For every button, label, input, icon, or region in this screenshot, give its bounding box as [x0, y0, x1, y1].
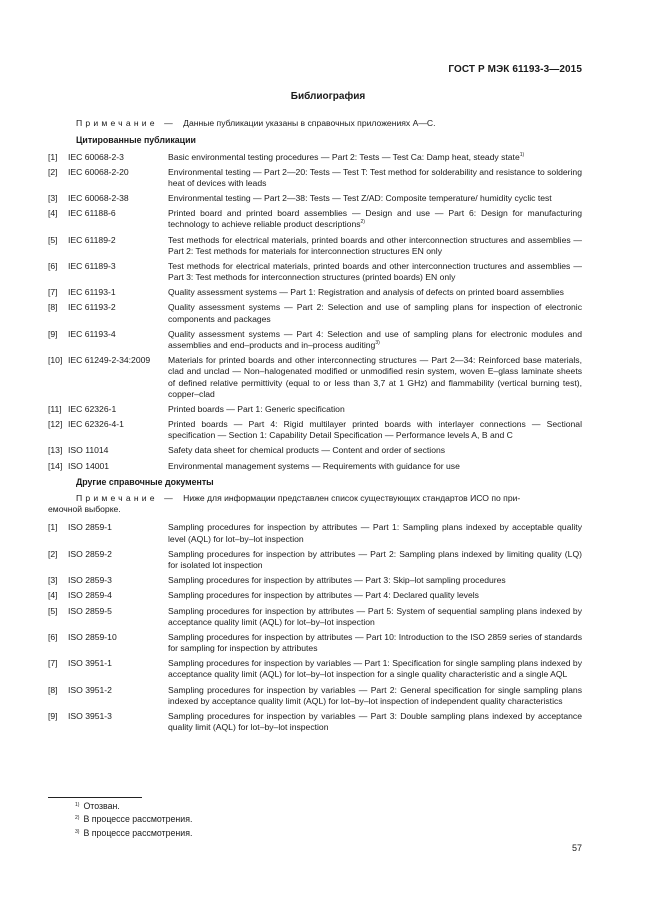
reference-title: [168, 287, 582, 298]
reference-title: [168, 606, 582, 628]
footnotes: [75, 801, 192, 841]
reference-code: IEC 61193-1: [68, 287, 116, 298]
reference-code: IEC 61193-4: [68, 328, 116, 339]
reference-code: ISO 3951-2: [68, 684, 112, 695]
reference-title-text: Materials for printed boards and other interconnecting structures — Part 2—34: Reinforced base materials, clad and unclad — Non–halogenated modified or unmodified resin system, woven E–glass laminate sheets of defined relative permittivity (equal to or less than 3,7 at 1 GHz) and flammability (vertical burning test), copper–clad: [168, 355, 582, 399]
reference-title-text: Sampling procedures for inspection by attributes — Part 3: Skip–lot sampling procedures: [168, 575, 506, 586]
reference-title-text: Printed boards — Part 4: Rigid multilayer printed boards with interlayer connections — Sectional specification — Section 1: Capability Detail Specification — Performance levels A, B and C: [168, 419, 582, 441]
reference-title: [168, 404, 582, 415]
reference-number: [1]: [48, 522, 58, 533]
reference-entry: [48, 355, 582, 400]
reference-entry: [48, 167, 582, 189]
reference-title: [168, 152, 582, 163]
reference-title-text: Sampling procedures for inspection by attributes — Part 10: Introduction to the ISO 2859 series of standards for sampling for inspection by attributes: [168, 631, 582, 654]
reference-entry: [48, 632, 582, 654]
reference-code: IEC 61189-2: [68, 234, 116, 245]
note-text: Ниже для информации представлен список существующих стандартов ИСО по при-: [183, 493, 521, 504]
reference-code: ISO 2859-10: [68, 631, 117, 642]
reference-number: [6]: [48, 260, 58, 271]
reference-title-text: Quality assessment systems — Part 1: Registration and analysis of defects on printed board assemblies: [168, 287, 564, 298]
reference-title: [168, 590, 582, 601]
footnote-mark: 1): [75, 802, 80, 808]
reference-number: [7]: [48, 658, 58, 669]
reference-number: [6]: [48, 631, 58, 642]
reference-title-text: Sampling procedures for inspection by variables — Part 1: Specification for single sampling plans indexed by acceptance quality limit (AQL) for lot–by–lot inspection for a single quality characteristic and a single AQL: [168, 658, 582, 680]
page-title: Библиография: [290, 91, 366, 102]
reference-entry: [48, 208, 582, 230]
footnote-marker: 1): [519, 151, 525, 158]
note-dash: —: [164, 118, 173, 128]
reference-title: [168, 522, 582, 544]
reference-code: ISO 2859-3: [68, 575, 112, 586]
reference-number: [2]: [48, 166, 58, 177]
reference-number: [8]: [48, 684, 58, 695]
other-references-list: [48, 522, 582, 733]
section-heading-cited: Цитированные публикации: [76, 135, 196, 146]
reference-title: [168, 575, 582, 586]
reference-code: IEC 61189-3: [68, 260, 116, 271]
footnote-text: В процессе рассмотрения.: [83, 814, 193, 825]
reference-code: IEC 60068-2-20: [68, 166, 129, 177]
reference-code: ISO 2859-5: [68, 605, 112, 616]
footnote-mark: 2): [75, 815, 80, 822]
reference-code: ISO 11014: [68, 445, 109, 456]
reference-title: [168, 193, 582, 204]
reference-title-text: Test methods for electrical materials, printed boards and other interconnection tructures and assemblies — Part 3: Test methods for interconnection structures (printed boards) EN only: [168, 260, 582, 283]
reference-title-text: Printed boards — Part 1: Generic specification: [168, 403, 345, 414]
note-dash: —: [164, 493, 173, 504]
reference-number: [13]: [48, 445, 63, 456]
reference-title-text: Sampling procedures for inspection by variables — Part 3: Double sampling plans indexed by acceptance quality limit (AQL) for lot–by–lot inspection: [168, 710, 582, 733]
reference-title: [168, 302, 582, 324]
reference-entry: [48, 235, 582, 257]
reference-code: IEC 60068-2-3: [68, 151, 124, 162]
reference-entry: [48, 152, 582, 163]
note-continuation: емочной выборке.: [48, 504, 121, 515]
reference-title: [168, 549, 582, 571]
note-label: Примечание: [76, 493, 158, 504]
note-label: Примечание: [76, 118, 158, 128]
reference-entry: [48, 522, 582, 544]
reference-title: [168, 167, 582, 189]
reference-number: [12]: [48, 419, 63, 430]
reference-number: [5]: [48, 605, 58, 616]
reference-title: [168, 208, 582, 230]
reference-number: [9]: [48, 328, 58, 339]
reference-title: [168, 235, 582, 257]
reference-number: [4]: [48, 208, 58, 219]
reference-number: [10]: [48, 355, 63, 366]
reference-title-text: Environmental testing — Part 2—20: Tests — Test T: Test method for solderability and resistance to soldering heat of devices with leads: [168, 166, 582, 188]
reference-entry: [48, 193, 582, 204]
footnote-divider: [48, 797, 142, 798]
reference-title: [168, 445, 582, 456]
reference-entry: [48, 685, 582, 707]
footnote-text: Отозван.: [83, 801, 120, 811]
note-cited: [48, 118, 582, 129]
cited-references-list: [48, 152, 582, 472]
reference-number: [4]: [48, 590, 58, 601]
reference-title-text: Quality assessment systems — Part 4: Selection and use of sampling plans for electronic modules and assemblies and end–products and in–process auditing: [168, 328, 582, 350]
reference-entry: [48, 329, 582, 351]
reference-title-text: Sampling procedures for inspection by attributes — Part 4: Declared quality levels: [168, 590, 479, 601]
reference-title-text: Quality assessment systems — Part 2: Selection and use of sampling plans for inspection of electronic components and packages: [168, 302, 582, 324]
reference-code: IEC 62326-1: [68, 403, 117, 414]
reference-title-text: Safety data sheet for chemical products — Content and order of sections: [168, 445, 446, 456]
reference-entry: [48, 658, 582, 680]
reference-number: [11]: [48, 403, 62, 414]
reference-entry: [48, 606, 582, 628]
reference-title: [168, 685, 582, 707]
page-number: 57: [571, 843, 582, 853]
reference-code: IEC 61193-2: [68, 302, 116, 313]
reference-code: ISO 3951-3: [68, 710, 112, 721]
reference-entry: [48, 419, 582, 441]
reference-title-text: Environmental management systems — Requirements with guidance for use: [168, 460, 460, 471]
reference-title-text: Environmental testing — Part 2—38: Tests — Test Z/AD: Composite temperature/ humidity cyclic test: [168, 193, 552, 204]
reference-entry: [48, 461, 582, 472]
footnote: [75, 828, 192, 839]
footnote-text: В процессе рассмотрения.: [83, 827, 193, 838]
reference-title: [168, 711, 582, 733]
reference-entry: [48, 287, 582, 298]
reference-number: [3]: [48, 193, 58, 204]
reference-title-text: Test methods for electrical materials, printed boards and other interconnection structures and assemblies — Part 2: Test methods for materials for interconnection structures EN only: [168, 234, 582, 256]
reference-entry: [48, 404, 582, 415]
reference-title-text: Sampling procedures for inspection by variables — Part 2: General specification for single sampling plans indexed by acceptance quality limit (AQL) for lot–by–lot inspection of independent quality characteristics: [168, 684, 582, 706]
reference-title: [168, 632, 582, 654]
footnote-marker: 3): [375, 340, 380, 346]
reference-number: [1]: [48, 151, 58, 162]
reference-code: ISO 3951-1: [68, 658, 112, 669]
reference-code: IEC 62326-4-1: [68, 419, 124, 430]
reference-number: [9]: [48, 710, 58, 721]
reference-title: [168, 329, 582, 351]
reference-title-text: Sampling procedures for inspection by attributes — Part 5: System of sequential sampling plans indexed by acceptance quality limit (AQL) for lot–by–lot inspection: [168, 605, 582, 627]
reference-entry: [48, 590, 582, 601]
reference-number: [7]: [48, 287, 58, 298]
reference-number: [8]: [48, 302, 58, 313]
reference-entry: [48, 711, 582, 733]
footnote: [75, 814, 192, 825]
bibliography-body: [48, 118, 582, 737]
reference-number: [2]: [48, 548, 58, 559]
reference-entry: [48, 549, 582, 571]
reference-code: ISO 2859-4: [68, 590, 112, 601]
reference-entry: [48, 445, 582, 456]
reference-title: [168, 261, 582, 283]
reference-title-text: Basic environmental testing procedures — Part 2: Tests — Test Ca: Damp heat, steady state: [168, 151, 520, 162]
reference-entry: [48, 575, 582, 586]
reference-code: ISO 2859-1: [68, 522, 112, 533]
footnote-mark: 3): [75, 828, 80, 835]
note-text: Данные публикации указаны в справочных приложениях А—С.: [183, 118, 436, 128]
section-heading-other: Другие справочные документы: [76, 476, 214, 487]
reference-entry: [48, 261, 582, 283]
reference-code: IEC 61188-6: [68, 208, 116, 219]
reference-title-text: Printed board and printed board assemblies — Design and use — Part 6: Design for manufacturing technology to achieve reliable product descriptions: [168, 208, 582, 230]
footnote-marker: 2): [360, 219, 365, 226]
footnote: [75, 801, 192, 812]
reference-title-text: Sampling procedures for inspection by attributes — Part 1: Sampling plans indexed by acceptable quality level (AQL) for lot–by–lot inspection: [168, 522, 582, 544]
reference-title: [168, 419, 582, 441]
document-code: ГОСТ Р МЭК 61193-3—2015: [448, 64, 582, 75]
reference-entry: [48, 302, 582, 324]
note-other: [48, 493, 582, 515]
reference-title-text: Sampling procedures for inspection by attributes — Part 2: Sampling plans indexed by limiting quality (LQ) for isolated lot inspection: [168, 548, 582, 570]
reference-title: [168, 658, 582, 680]
reference-title: [168, 355, 582, 400]
reference-code: IEC 61249-2-34:2009: [68, 355, 151, 366]
reference-code: IEC 60068-2-38: [68, 193, 129, 204]
reference-number: [14]: [48, 460, 63, 471]
reference-number: [3]: [48, 575, 58, 586]
reference-code: ISO 2859-2: [68, 548, 112, 559]
reference-number: [5]: [48, 234, 58, 245]
reference-code: ISO 14001: [68, 460, 110, 471]
reference-title: [168, 461, 582, 472]
